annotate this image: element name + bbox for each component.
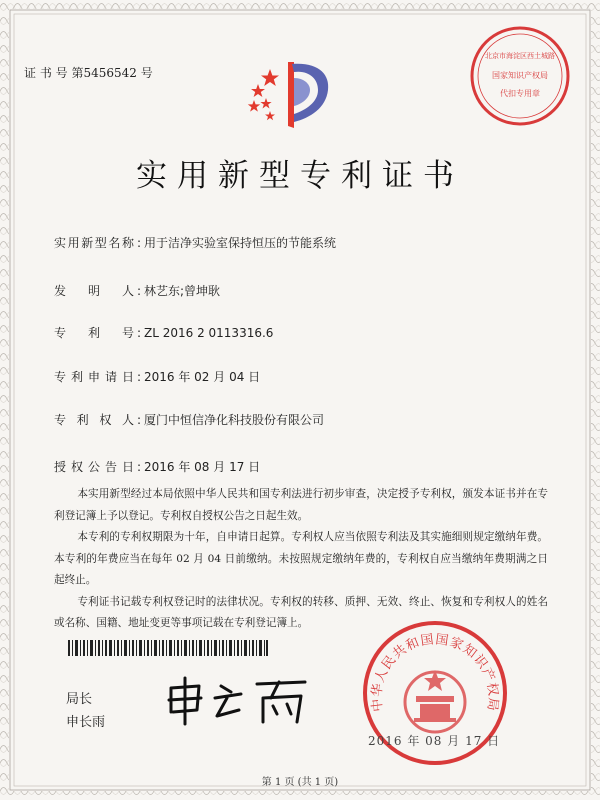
svg-text:北京市海淀区西土城路: 北京市海淀区西土城路 [485,52,555,60]
field-utility-model-name: 实用新型名称 : 用于洁净实验室保持恒压的节能系统 [54,236,337,250]
star-icon [248,69,279,120]
barcode [68,640,268,656]
field-label: 授权公告日 [54,460,134,474]
director-name: 申长雨 [66,715,106,730]
field-value: 2016 年 08 月 17 日 [144,460,261,474]
national-emblem-icon [405,670,465,732]
field-label: 发明人 [54,284,134,298]
page-footer: 第 1 页 (共 1 页) [261,777,339,788]
field-inventor: 发明人 : 林艺东;曾坤耿 [54,284,221,298]
director-title: 局长 [66,692,93,707]
field-patent-number: 专利号 : ZL 2016 2 0113316.6 [54,326,274,340]
field-label: 专利权人 [54,413,134,427]
field-label: 实用新型名称 [54,236,134,250]
svg-text:中华人民共和国国家知识产权局: 中华人民共和国国家知识产权局 [369,632,501,713]
field-patentee: 专利权人 : 厦门中恒信净化科技股份有限公司 [54,413,325,427]
body-paragraph: 本实用新型经过本局依照中华人民共和国专利法进行初步审查，决定授予专利权，颁发本证书并在专利登记簿上予以登记。专利权自授权公告之日起生效。 [54,488,548,522]
certificate-title: 实用新型专利证书 [136,158,464,194]
field-grant-date: 授权公告日 : 2016 年 08 月 17 日 [54,460,261,474]
certificate-number: 证 书 号 第5456542 号 [24,66,153,80]
field-label: 专利申请日 [54,370,134,384]
field-value: 林艺东;曾坤耿 [144,284,221,298]
field-value: 厦门中恒信净化科技股份有限公司 [144,413,325,427]
seal-date: 2016 年 08 月 17 日 [368,734,501,748]
svg-text:国家知识产权局: 国家知识产权局 [492,71,548,80]
corner-stamp [466,22,574,130]
body-paragraph: 专利证书记载专利权登记时的法律状况。专利权的转移、质押、无效、终止、恢复和专利权人的姓名或名称、国籍、地址变更等事项记载在专利登记簿上。 [54,595,548,629]
field-application-date: 专利申请日 : 2016 年 02 月 04 日 [54,370,261,384]
field-label: 专利号 [54,326,134,340]
body-paragraph: 本专利的专利权期限为十年，自申请日起算。专利权人应当依照专利法及其实施细则规定缴纳年费。本专利的年费应当在每年 02 月 04 日前缴纳。未按照规定缴纳年费的，专利权自应当缴纳年费期满之日起终止。 [54,531,548,586]
patent-office-logo [240,56,340,136]
handwritten-signature [165,676,315,726]
certificate-body [54,484,548,635]
field-value: 用于洁净实验室保持恒压的节能系统 [144,236,337,250]
svg-text:代扣专用章: 代扣专用章 [500,89,540,98]
field-value: ZL 2016 2 0113316.6 [144,326,274,340]
field-value: 2016 年 02 月 04 日 [144,370,261,384]
